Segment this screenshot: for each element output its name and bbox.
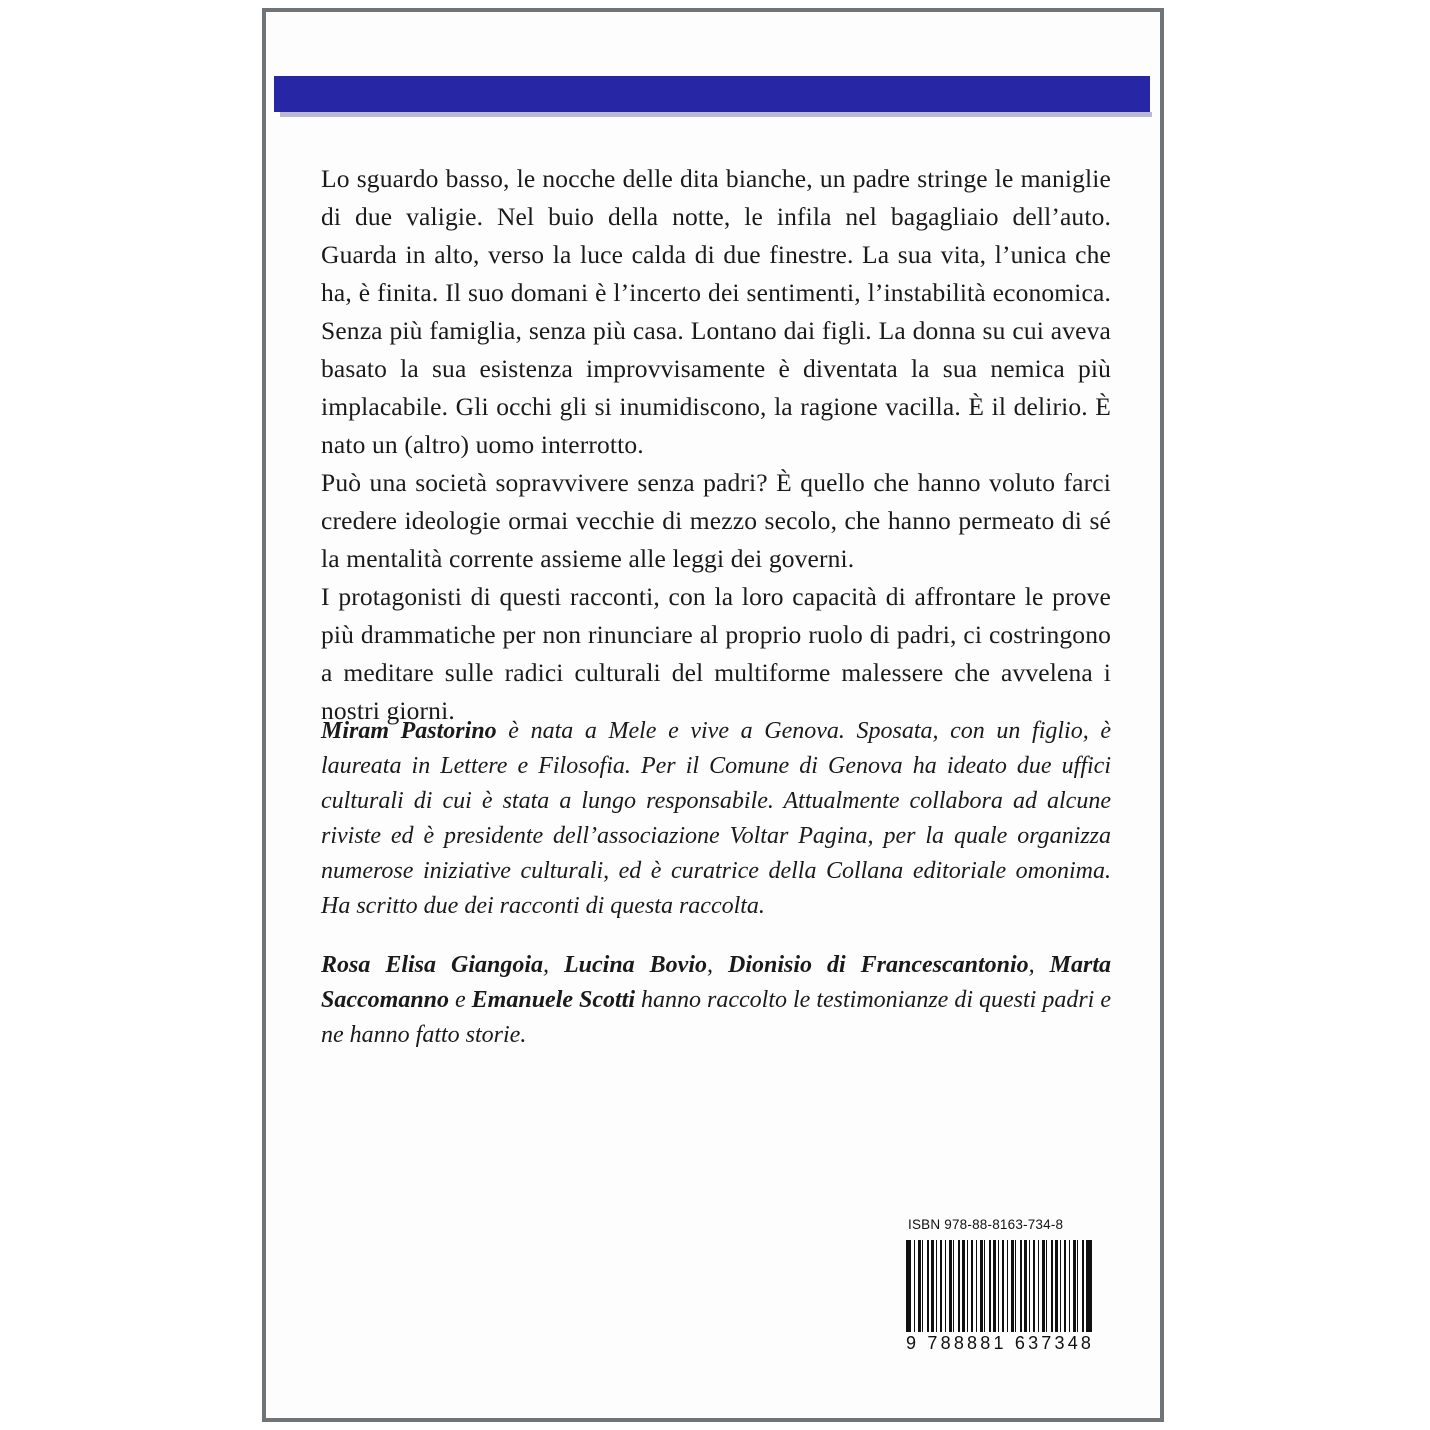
isbn-label: ISBN 978-88-8163-734-8	[908, 1217, 1064, 1232]
contributor-separator-2: ,	[707, 952, 728, 978]
contributor-separator-4: e	[449, 987, 472, 1013]
barcode-digits: 9 788881 637348	[906, 1333, 1095, 1353]
author-name: Miram Pastorino	[321, 718, 497, 744]
contributors-paragraph	[321, 948, 1111, 1053]
back-cover-blurb	[321, 160, 1111, 730]
contributor-1-name: Rosa Elisa Giangoia	[321, 952, 544, 978]
contributor-2-name: Lucina Bovio	[564, 952, 707, 978]
blurb-paragraph-2: Può una società sopravvivere senza padri? È quello che hanno voluto farci credere ideologie ormai vecchie di mezzo secolo, che hanno permeato di sé la mentalità corrente assieme alle leggi dei governi.	[321, 468, 1111, 573]
contributors-text: hanno raccolto le testimonianze di questi padri e ne hanno fatto storie.	[321, 987, 1111, 1048]
book-back-cover	[266, 12, 1160, 1418]
book-photo-frame	[262, 8, 1164, 1422]
author-bio-text: è nata a Mele e vive a Genova. Sposata, con un figlio, è laureata in Lettere e Filosofia. Per il Comune di Genova ha ideato due uffici culturali di cui è stata a lungo responsabile. Attualmente collabora ad alcune riviste ed è presidente dell’associazione Voltar Pagina, per la quale organizza numerose iniziative culturali, ed è curatrice della Collana editoriale omonima. Ha scritto due dei racconti di questa raccolta.	[321, 718, 1111, 919]
contributor-separator-3: ,	[1028, 952, 1050, 978]
contributor-3-name: Dionisio di Francescantonio	[727, 952, 1029, 978]
contributor-5-name: Emanuele Scotti	[471, 987, 636, 1013]
cover-accent-band	[274, 76, 1150, 112]
blurb-paragraph-3: I protagonisti di questi racconti, con la loro capacità di affrontare le prove più drammatiche per non rinunciare al proprio ruolo di padri, ci costringono a meditare sulle radici culturali del multiforme malessere che avvelena i nostri giorni.	[321, 582, 1111, 725]
blurb-paragraph-1: Lo sguardo basso, le nocche delle dita bianche, un padre stringe le maniglie di due valigie. Nel buio della notte, le infila nel bagagliaio dell’auto. Guarda in alto, verso la luce calda di due finestre. La sua vita, l’unica che ha, è finita. Il suo domani è l’incerto dei sentimenti, l’instabilità economica. Senza più famiglia, senza più casa. Lontano dai figli. La donna su cui aveva basato la sua esistenza improvvisamente è diventata la sua nemica più implacabile. Gli occhi gli si inumidiscono, la ragione vacilla. È il delirio. È nato un (altro) uomo interrotto.	[321, 164, 1111, 459]
author-bio-block	[321, 714, 1111, 1053]
contributor-4-name: Marta Saccomanno	[321, 952, 1112, 1013]
barcode-image	[906, 1240, 1092, 1332]
contributor-separator-1: ,	[543, 952, 564, 978]
isbn-block	[906, 1217, 1101, 1354]
cover-accent-band-shadow	[280, 112, 1152, 117]
author-bio-paragraph	[321, 714, 1111, 924]
